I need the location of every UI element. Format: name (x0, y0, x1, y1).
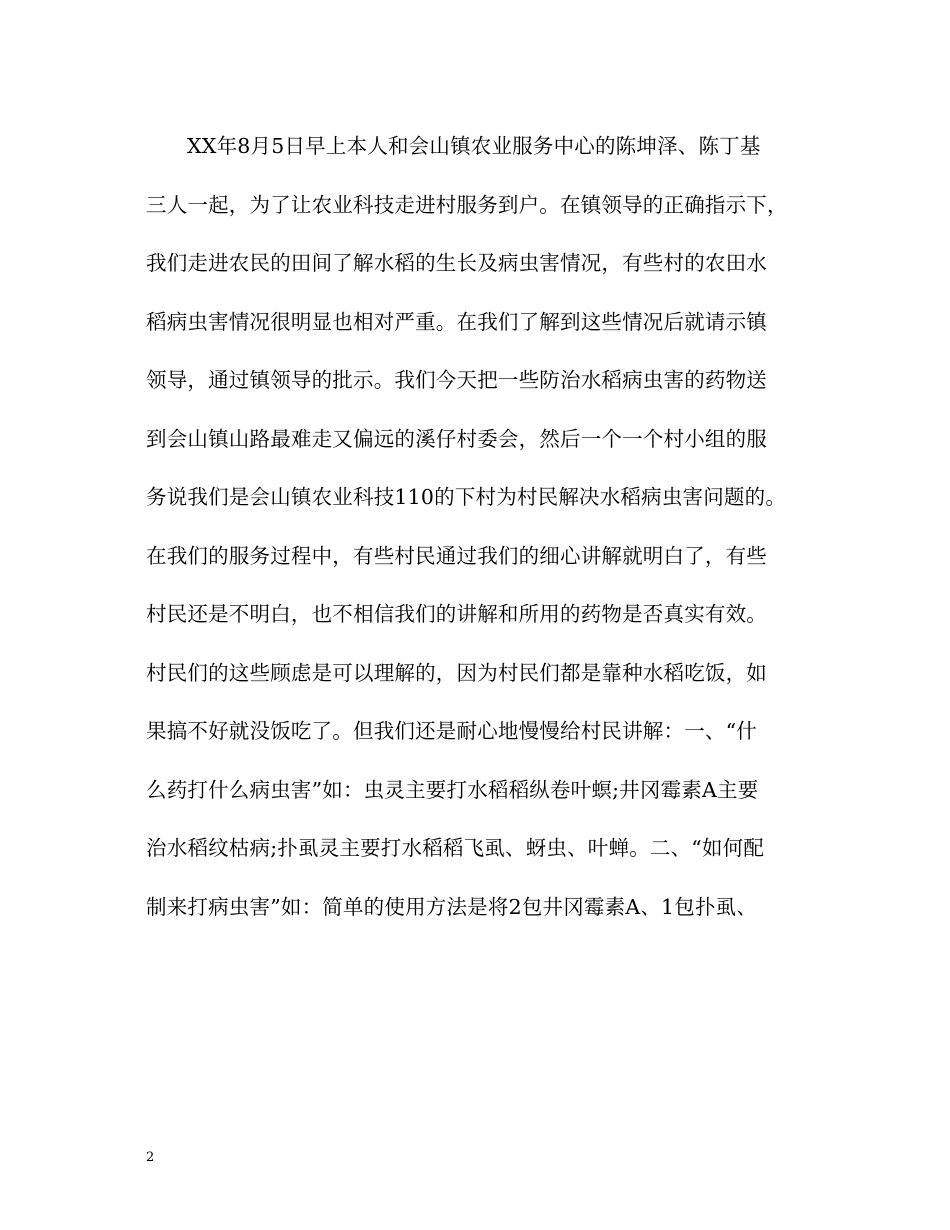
text-line: 村民们的这些顾虑是可以理解的，因为村民们都是靠种水稻吃饭，如 (146, 660, 767, 685)
text-line: 制来打病虫害”如：简单的使用方法是将2包井冈霉素A、1包扑虱、 (146, 894, 758, 919)
text-line: 领导，通过镇领导的批示。我们今天把一些防治水稻病虫害的药物送 (146, 368, 767, 392)
text-line: 到会山镇山路最难走又偏远的溪仔村委会，然后一个一个村小组的服 (146, 426, 767, 451)
text-line: XX年8月5日早上本人和会山镇农业服务中心的陈坤泽、陈丁基 (187, 134, 761, 158)
text-line: 治水稻纹枯病;扑虱灵主要打水稻稻飞虱、蚜虫、叶蝉。二、“如何配 (146, 836, 765, 860)
text-line: 村民还是不明白，也不相信我们的讲解和所用的药物是否真实有效。 (146, 602, 767, 626)
text-line: 稻病虫害情况很明显也相对严重。在我们了解到这些情况后就请示镇 (146, 309, 767, 334)
text-line: 在我们的服务过程中，有些村民通过我们的细心讲解就明白了，有些 (146, 543, 767, 568)
page-number: 2 (146, 1150, 155, 1165)
body-text (146, 128, 816, 947)
text-line: 么药打什么病虫害”如：虫灵主要打水稻稻纵卷叶螟;井冈霉素A主要 (146, 777, 759, 802)
text-line: 果搞不好就没饭吃了。但我们还是耐心地慢慢给村民讲解：一、“什 (146, 719, 757, 743)
text-line: 务说我们是会山镇农业科技110的下村为村民解决水稻病虫害问题的。 (146, 485, 787, 509)
text-line: 三人一起，为了让农业科技走进村服务到户。在镇领导的正确指示下， (146, 192, 788, 217)
text-line: 我们走进农民的田间了解水稻的生长及病虫害情况，有些村的农田水 (146, 251, 767, 275)
